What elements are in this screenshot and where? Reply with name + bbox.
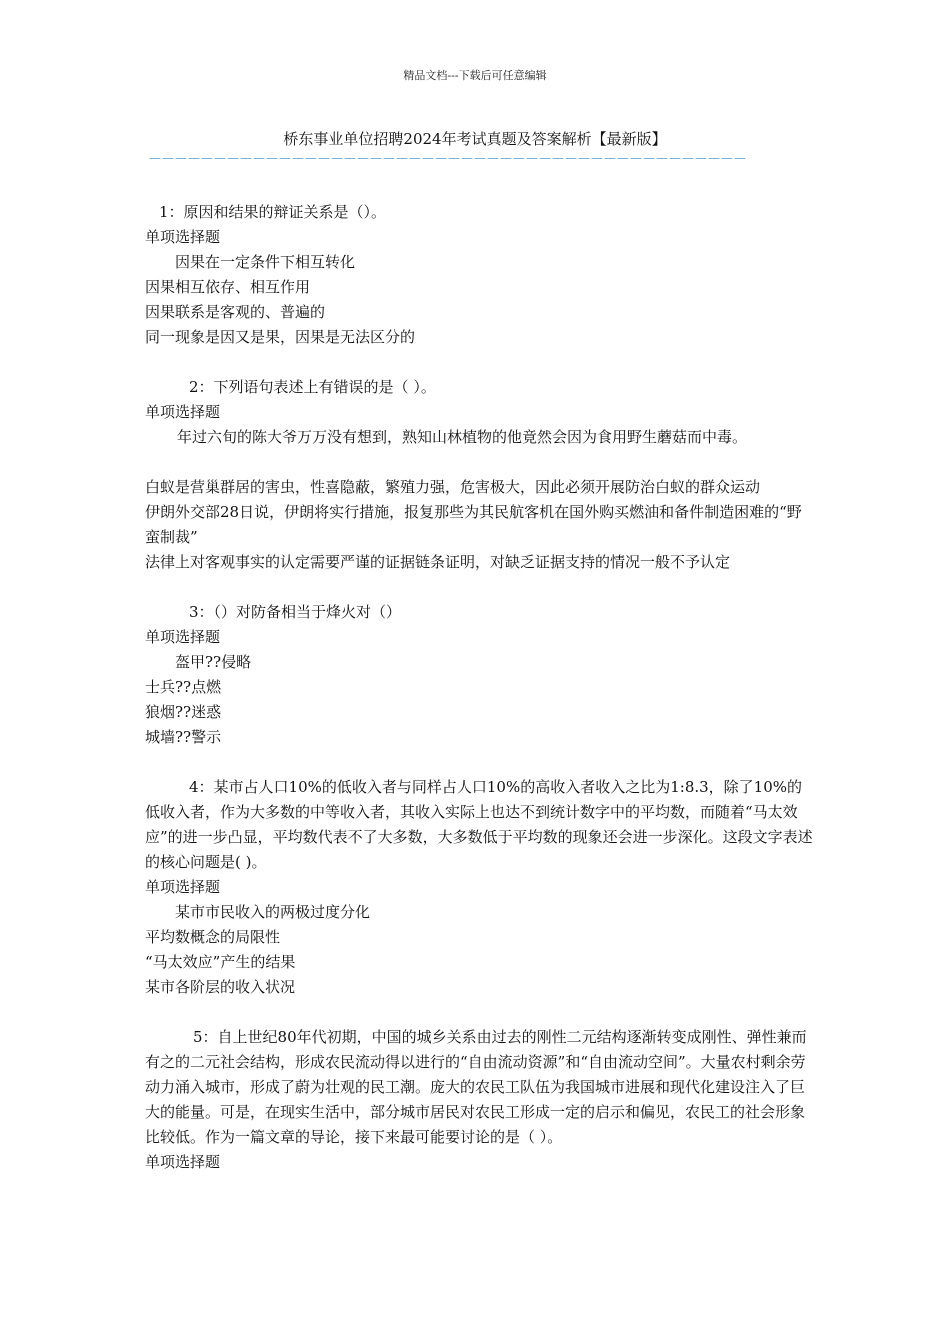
option-d: 法律上对客观事实的认定需要严谨的证据链条证明，对缺乏证据支持的情况一般不予认定	[145, 553, 731, 571]
option-c: “马太效应”产生的结果	[145, 953, 296, 971]
question-4	[145, 775, 815, 1000]
question-stem: 5：自上世纪80年代初期，中国的城乡关系由过去的刚性二元结构逐渐转变成刚性、弹性兼而有之的二元社会结构，形成农民流动得以进行的“自由流动资源”和“自由流动空间”。大量农村剩余劳动力涌入城市，形成了蔚为壮观的民工潮。庞大的农民工队伍为我国城市进展和现代化建设注入了巨大的能量。可是，在现实生活中，部分城市居民对农民工形成一定的启示和偏见，农民工的社会形象比较低。作为一篇文章的导论，接下来最可能要讨论的是（ ）。	[145, 1028, 807, 1146]
option-c: 伊朗外交部28日说，伊朗将实行措施，报复那些为其民航客机在国外购买燃油和备件制造困难的“野蛮制裁”	[145, 503, 802, 546]
question-2	[145, 375, 815, 575]
question-type: 单项选择题	[145, 228, 221, 246]
question-type: 单项选择题	[145, 878, 221, 896]
question-3	[145, 600, 815, 750]
question-1	[145, 200, 815, 350]
option-a: 因果在一定条件下相互转化	[175, 253, 356, 271]
question-type: 单项选择题	[145, 1153, 221, 1171]
option-d: 某市各阶层的收入状况	[145, 978, 296, 996]
option-c: 狼烟??迷惑	[145, 703, 222, 721]
question-type: 单项选择题	[145, 628, 221, 646]
option-a: 某市市民收入的两极过度分化	[175, 903, 371, 921]
option-b: 士兵??点燃	[145, 678, 222, 696]
option-c: 因果联系是客观的、普遍的	[145, 303, 326, 321]
question-stem: 3：（）对防备相当于烽火对（）	[189, 603, 402, 621]
document-title: 桥东事业单位招聘2024年考试真题及答案解析【最新版】	[283, 130, 667, 148]
question-stem: 2：下列语句表述上有错误的是（ ）。	[189, 378, 436, 396]
title-divider: ——————————————————————————————————————————————	[149, 151, 747, 165]
option-a: 盔甲??侵略	[175, 653, 252, 671]
option-b: 白蚁是营巢群居的害虫，性喜隐蔽，繁殖力强，危害极大，因此必须开展防治白蚁的群众运动	[145, 478, 761, 496]
page-header: 精品文档---下载后可任意编辑	[403, 69, 547, 82]
option-a: 年过六旬的陈大爷万万没有想到，熟知山林植物的他竟然会因为食用野生蘑菇而中毒。	[177, 428, 748, 446]
question-type: 单项选择题	[145, 403, 221, 421]
question-list	[145, 200, 815, 1200]
question-stem: 4：某市占人口10%的低收入者与同样占人口10%的高收入者收入之比为1:8.3，除了10%的低收入者，作为大多数的中等收入者，其收入实际上也达不到统计数字中的平均数，而随着“马太效应”的进一步凸显，平均数代表不了大多数，大多数低于平均数的现象还会进一步深化。这段文字表述的核心问题是( )。	[145, 778, 813, 871]
option-d: 城墙??警示	[145, 728, 222, 746]
option-d: 同一现象是因又是果，因果是无法区分的	[145, 328, 416, 346]
option-b: 平均数概念的局限性	[145, 928, 281, 946]
option-b: 因果相互依存、相互作用	[145, 278, 311, 296]
question-stem: 1：原因和结果的辩证关系是（）。	[159, 203, 387, 221]
question-5	[145, 1025, 815, 1175]
